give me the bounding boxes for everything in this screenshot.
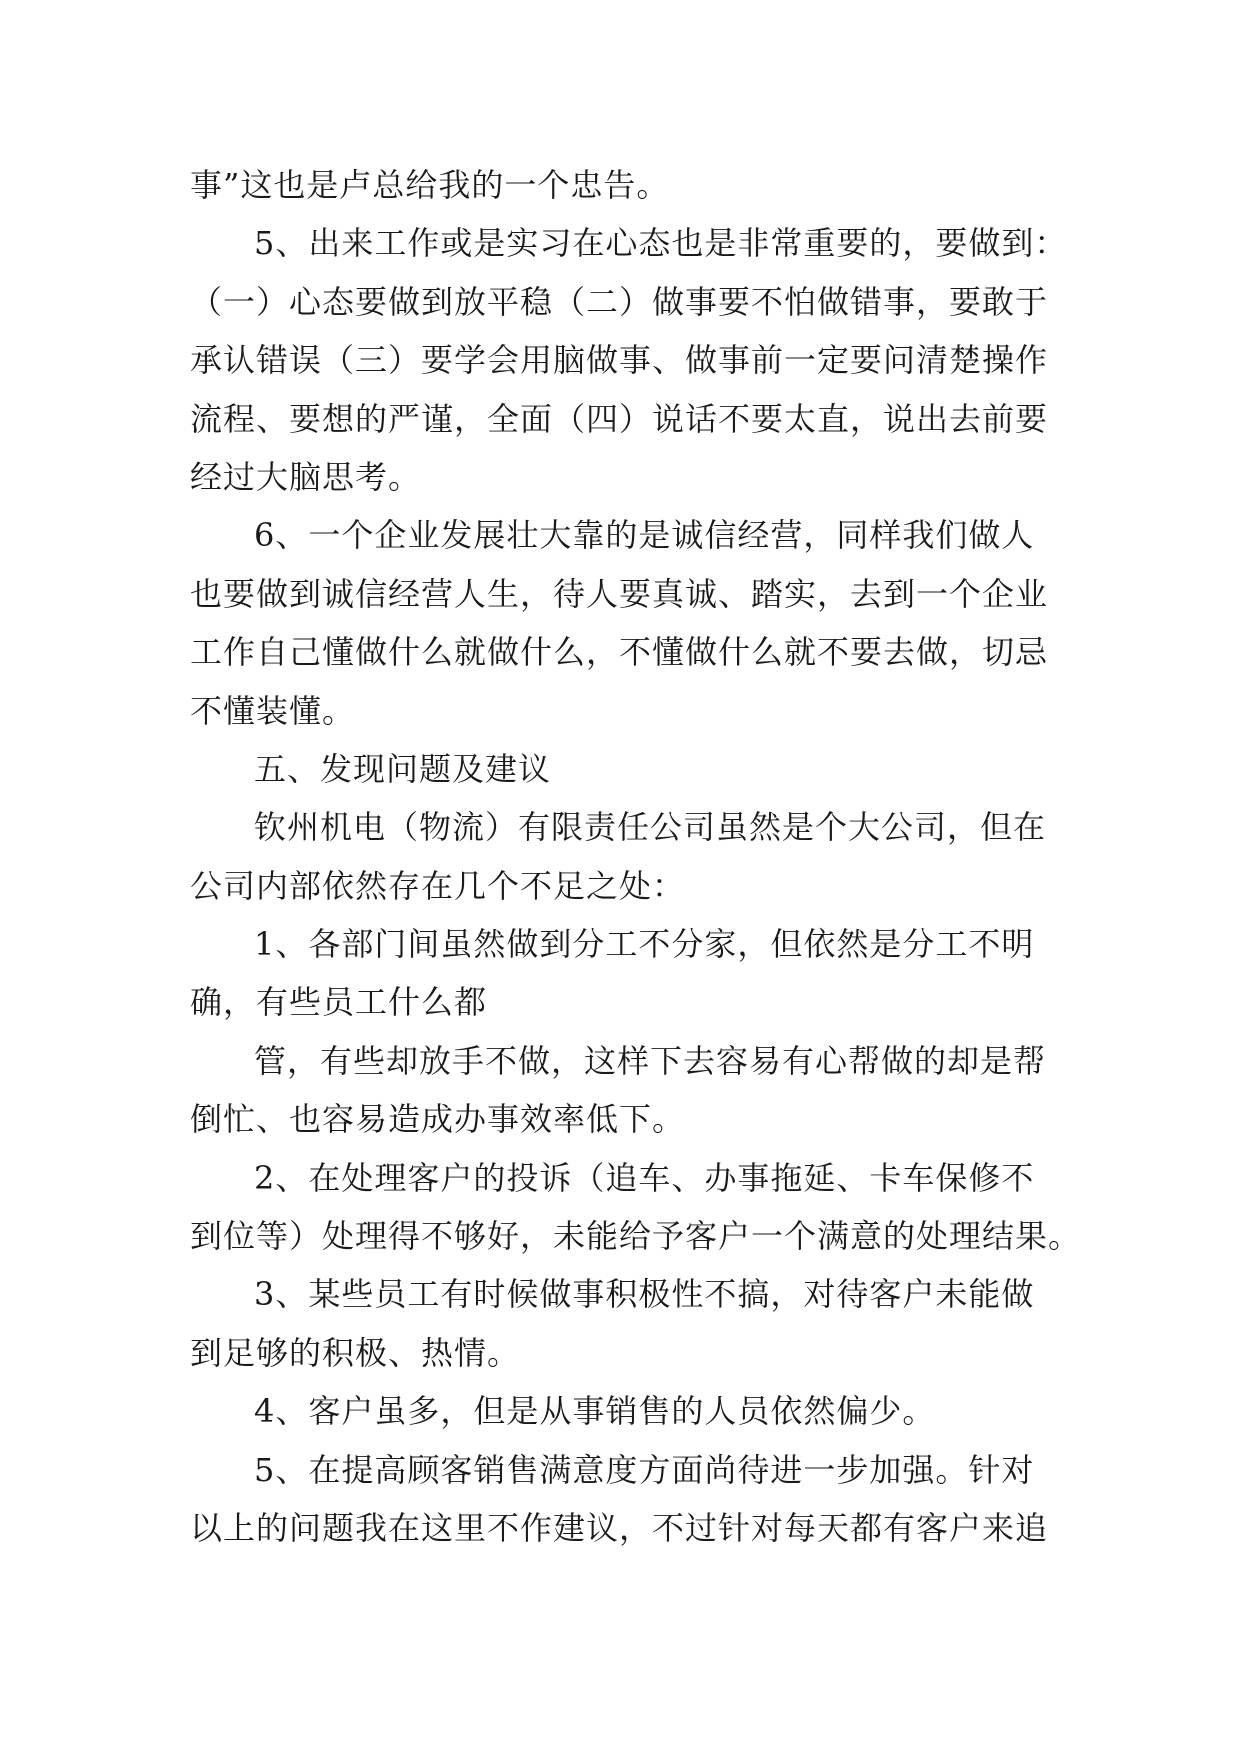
- text-line: 6、一个企业发展壮大靠的是诚信经营，同样我们做人: [254, 516, 1035, 555]
- text-line: 公司内部依然存在几个不足之处：: [190, 866, 686, 905]
- text-line: 到足够的积极、热情。: [190, 1333, 521, 1372]
- document-body: [190, 156, 1082, 1557]
- text-line: 钦州机电（物流）有限责任公司虽然是个大公司，但在: [254, 808, 1047, 847]
- section-heading: 五、发现问题及建议: [254, 749, 552, 788]
- text-line: 4、客户虽多，但是从事销售的人员依然偏少。: [254, 1392, 936, 1431]
- text-line: 也要做到诚信经营人生，待人要真诚、踏实，去到一个企业: [190, 574, 1049, 613]
- text-line: 流程、要想的严谨，全面（四）说话不要太直，说出去前要: [190, 399, 1049, 438]
- text-line: 承认错误（三）要学会用脑做事、做事前一定要问清楚操作: [190, 341, 1049, 380]
- text-line: 以上的问题我在这里不作建议，不过针对每天都有客户来追: [190, 1508, 1049, 1547]
- text-line: 倒忙、也容易造成办事效率低下。: [190, 1100, 686, 1139]
- text-line: 3、某些员工有时候做事积极性不搞，对待客户未能做: [254, 1275, 1035, 1314]
- text-line: 事”这也是卢总给我的一个忠告。: [190, 166, 670, 204]
- text-line: 管，有些却放手不做，这样下去容易有心帮做的却是帮: [254, 1041, 1047, 1080]
- text-line: 1、各部门间虽然做到分工不分家，但依然是分工不明: [254, 925, 1035, 964]
- text-line: 不懂装懂。: [190, 691, 356, 730]
- text-line: 确，有些员工什么都: [190, 983, 488, 1022]
- text-line: 到位等）处理得不够好，未能给予客户一个满意的处理结果。: [190, 1217, 1082, 1256]
- text-line: 2、在处理客户的投诉（追车、办事拖延、卡车保修不: [254, 1158, 1035, 1197]
- text-line: （一）心态要做到放平稳（二）做事要不怕做错事，要敢于: [190, 282, 1049, 321]
- text-line: 经过大脑思考。: [190, 457, 422, 496]
- text-line: 5、出来工作或是实习在心态也是非常重要的，要做到：: [254, 224, 1068, 263]
- text-line: 工作自己懂做什么就做什么，不懂做什么就不要去做，切忌: [190, 633, 1049, 672]
- text-line: 5、在提高顾客销售满意度方面尚待进一步加强。针对: [254, 1450, 1035, 1489]
